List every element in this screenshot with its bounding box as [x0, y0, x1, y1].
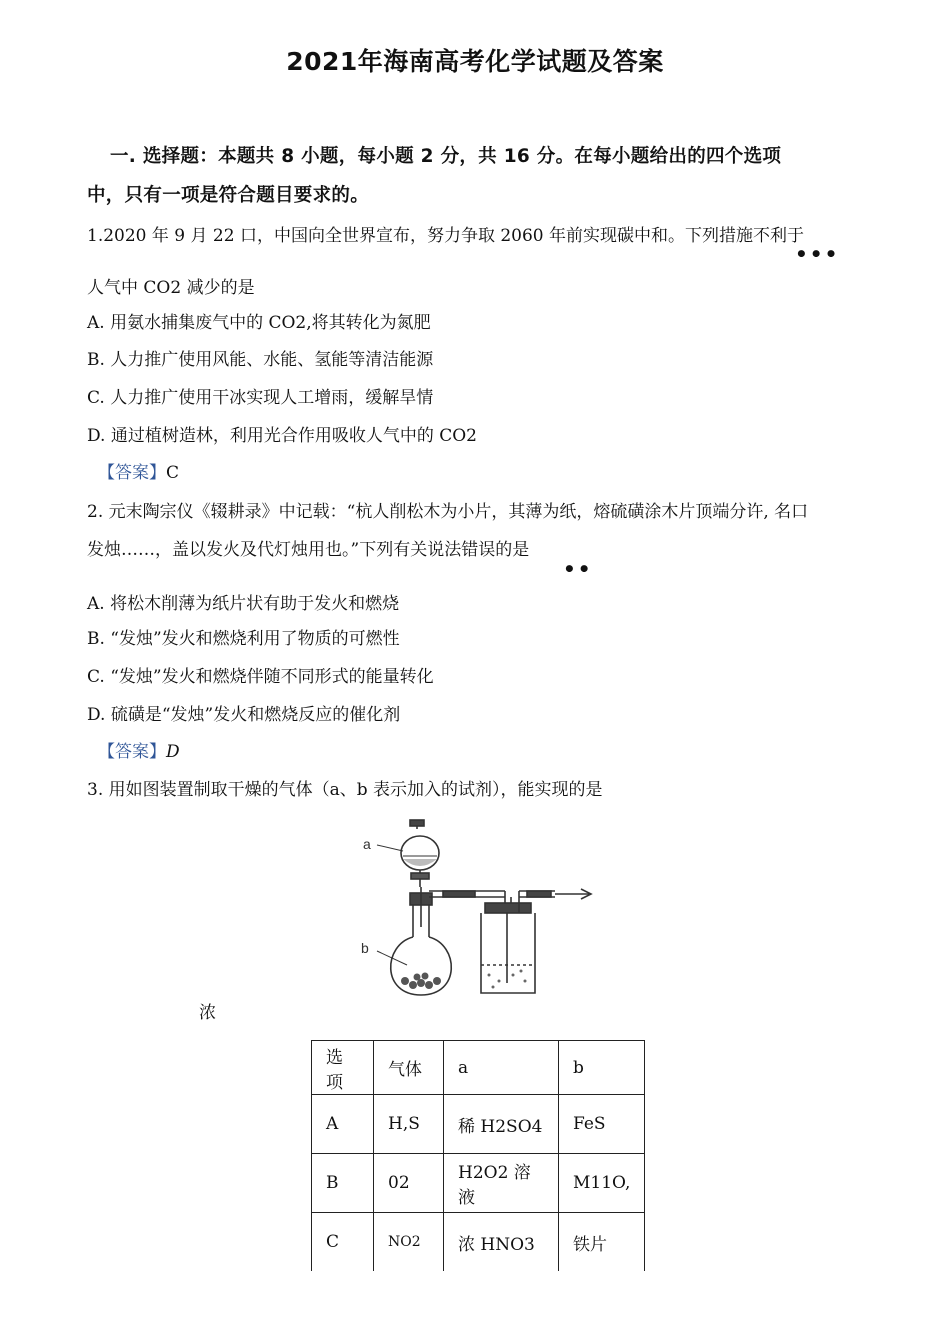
table-cell: H,S	[374, 1095, 444, 1154]
q2-option-c: C. “发烛”发火和燃烧伴随不同形式的能量转化	[87, 667, 434, 687]
options-table	[311, 1040, 645, 1271]
table-cell: B	[312, 1154, 374, 1213]
answer-label: 【答案】	[98, 742, 166, 762]
q3-stem: 3. 用如图装置制取干燥的气体（a、b 表示加入的试剂），能实现的是	[87, 780, 603, 800]
q1-stem-line2: 人气中 CO2 减少的是	[87, 278, 255, 298]
q1-option-b: B. 人力推广使用风能、水能、氢能等清洁能源	[87, 350, 434, 370]
q2-stem-line1: 2. 元末陶宗仪《辍耕录》中记载：“杭人削松木为小片，其薄为纸，熔硫磺涂木片顶端分许, 名口	[87, 502, 809, 522]
table-cell: 浓 HNO3	[444, 1213, 559, 1272]
q1-emphasis-dots: •••	[795, 242, 840, 266]
q1-stem-line1: 1.2020 年 9 月 22 口，中国向全世界宣布，努力争取 2060 年前实现碳中和。下列措施不利于	[87, 226, 805, 246]
page-title: 2021年海南高考化学试题及答案	[286, 47, 664, 76]
q2-option-b: B. “发烛”发火和燃烧利用了物质的可燃性	[87, 629, 400, 649]
section-heading-line2: 中，只有一项是符合题目要求的。	[87, 185, 370, 206]
table-cell: 铁片	[559, 1213, 645, 1272]
table-header-cell: a	[444, 1041, 559, 1095]
table-cell: A	[312, 1095, 374, 1154]
table-header-cell: b	[559, 1041, 645, 1095]
table-row	[312, 1213, 645, 1272]
q1-answer	[98, 458, 179, 483]
figure-label-b: b	[361, 940, 369, 956]
table-cell: 稀 H2SO4	[444, 1095, 559, 1154]
figure-label-a: a	[363, 836, 371, 852]
answer-value: C	[166, 463, 180, 483]
q1-option-c: C. 人力推广使用干冰实现人工增雨，缓解旱情	[87, 388, 434, 408]
table-cell: 02	[374, 1154, 444, 1213]
q1-option-d: D. 通过植树造林，利用光合作用吸收人气中的 CO2	[87, 426, 477, 446]
table-cell: M11O,	[559, 1154, 645, 1213]
table-cell: NO2	[374, 1213, 444, 1272]
table-cell: H2O2 溶液	[444, 1154, 559, 1213]
table-row	[312, 1154, 645, 1213]
q2-option-a: A. 将松木削薄为纸片状有助于发火和燃烧	[87, 594, 400, 614]
table-header-cell: 选项	[312, 1041, 374, 1095]
table-header-row	[312, 1041, 645, 1095]
stray-char: 浓	[199, 1003, 216, 1023]
table-cell: FeS	[559, 1095, 645, 1154]
q1-option-a: A. 用氨水捕集废气中的 CO2,将其转化为氮肥	[87, 313, 431, 333]
answer-label: 【答案】	[98, 463, 166, 483]
table-row	[312, 1095, 645, 1154]
q2-option-d: D. 硫磺是“发烛”发火和燃烧反应的催化剂	[87, 705, 401, 725]
section-heading-line1: 一. 选择题：本题共 8 小题，每小题 2 分，共 16 分。在每小题给出的四个选项	[110, 146, 782, 167]
q2-emphasis-dots: ••	[563, 557, 593, 581]
table-header-cell: 气体	[374, 1041, 444, 1095]
gas-apparatus-figure	[355, 815, 600, 997]
answer-value: D	[166, 742, 180, 762]
q2-stem-line2: 发烛……，盖以发火及代灯烛用也。”下列有关说法错误的是	[87, 540, 530, 560]
q2-answer	[98, 737, 180, 762]
table-cell: C	[312, 1213, 374, 1272]
